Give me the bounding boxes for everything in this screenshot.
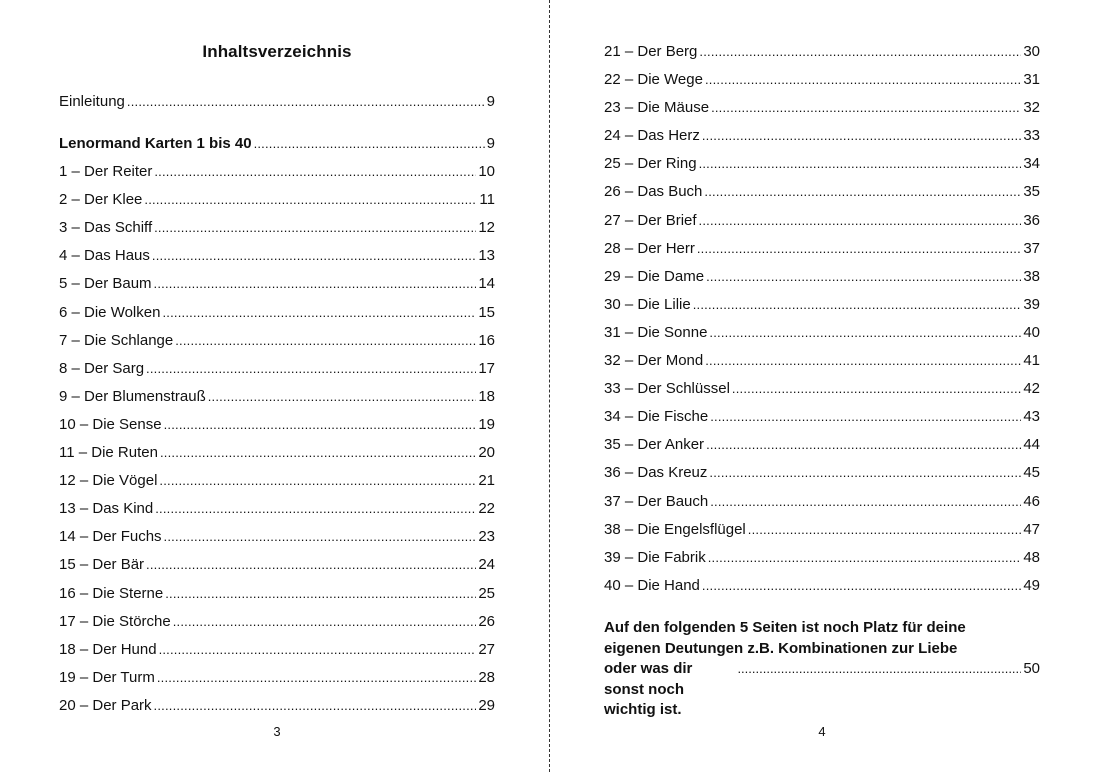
- toc-entry[interactable]: [59, 270, 495, 298]
- toc-entry-page: 46: [1023, 492, 1040, 510]
- toc-entry-page: 29: [478, 696, 495, 714]
- toc-entry[interactable]: [59, 692, 495, 720]
- toc-entry[interactable]: [604, 544, 1040, 572]
- toc-entry[interactable]: [59, 439, 495, 467]
- toc-entry-label: 20 – Der Park: [59, 696, 152, 714]
- toc-entry[interactable]: [59, 608, 495, 636]
- toc-entry-page: 12: [478, 219, 495, 237]
- page-number: 4: [818, 724, 826, 739]
- dot-leader: [709, 459, 1021, 487]
- dot-leader: [710, 403, 1021, 431]
- toc-entry-page: 18: [478, 387, 495, 405]
- dot-leader: [159, 467, 476, 495]
- right-page: [604, 0, 1040, 772]
- toc-entry[interactable]: [604, 572, 1040, 600]
- toc-entry[interactable]: [604, 516, 1040, 544]
- toc-entry-page: 16: [478, 331, 495, 349]
- toc-entry-label: 19 – Der Turm: [59, 668, 155, 686]
- toc-entry-label: 3 – Das Schiff: [59, 219, 153, 237]
- toc-entry-label: Lenormand Karten 1 bis 40: [59, 135, 252, 152]
- toc-entry-label: 28 – Der Herr: [604, 239, 695, 257]
- toc-entry[interactable]: [59, 327, 495, 355]
- toc-entry-label: 15 – Der Bär: [59, 556, 145, 574]
- dot-leader: [146, 355, 476, 383]
- toc-entry-label: 4 – Das Haus: [59, 247, 150, 265]
- notes-line: eigenen Deutungen z.B. Kombinationen zur Liebe: [604, 639, 958, 657]
- toc-entry-label: 16 – Die Sterne: [59, 584, 164, 602]
- toc-entry[interactable]: [59, 636, 495, 664]
- dot-leader: [699, 207, 1022, 235]
- toc-entry[interactable]: [59, 523, 495, 551]
- dot-leader: [155, 495, 476, 523]
- toc-entry-page: 9: [486, 93, 495, 110]
- toc-entry[interactable]: [59, 158, 495, 186]
- toc-entry-label: 39 – Die Fabrik: [604, 548, 706, 566]
- toc-entry-label: Einleitung: [59, 93, 125, 110]
- toc-entry-label: 18 – Der Hund: [59, 640, 157, 658]
- dot-leader: [154, 692, 477, 720]
- toc-entry-label: 36 – Das Kreuz: [604, 464, 708, 482]
- toc-entry-label: 7 – Die Schlange: [59, 331, 174, 349]
- toc-entry[interactable]: [604, 459, 1040, 487]
- toc-list-right: [604, 38, 1040, 600]
- toc-entry-label: 13 – Das Kind: [59, 500, 154, 518]
- toc-entry[interactable]: [604, 291, 1040, 319]
- toc-entry-page: 13: [478, 247, 495, 265]
- dot-leader: [175, 327, 476, 355]
- dot-leader: [702, 122, 1021, 150]
- toc-entry-label: 25 – Der Ring: [604, 155, 697, 173]
- toc-entry-page: 33: [1023, 127, 1040, 145]
- dot-leader: [160, 439, 476, 467]
- toc-entry-page: 21: [478, 472, 495, 490]
- toc-entry[interactable]: [604, 431, 1040, 459]
- toc-entry-page: 47: [1023, 520, 1040, 538]
- notes-line: oder was dir sonst noch wichtig ist.: [604, 660, 693, 718]
- dot-leader: [173, 608, 477, 636]
- toc-entry-label: 33 – Der Schlüssel: [604, 380, 730, 398]
- toc-entry[interactable]: [604, 66, 1040, 94]
- toc-entry-label: 10 – Die Sense: [59, 415, 162, 433]
- notes-entry[interactable]: [604, 618, 1040, 721]
- toc-entry[interactable]: [604, 347, 1040, 375]
- toc-entry-introduction[interactable]: [59, 88, 495, 116]
- toc-entry[interactable]: [59, 551, 495, 579]
- toc-entry-label: 9 – Der Blumenstrauß: [59, 387, 206, 405]
- dot-leader: [732, 375, 1021, 403]
- dot-leader: [127, 88, 485, 116]
- toc-list-left: [59, 130, 495, 720]
- toc-entry-page: 10: [478, 163, 495, 181]
- toc-entry-page: 24: [478, 556, 495, 574]
- dot-leader: [164, 523, 477, 551]
- toc-entry-page: 27: [478, 640, 495, 658]
- page-title: Inhaltsverzeichnis: [202, 42, 352, 61]
- toc-entry-page: 22: [478, 500, 495, 518]
- toc-entry-label: 8 – Der Sarg: [59, 359, 145, 377]
- dot-leader: [146, 551, 476, 579]
- toc-entry-label: 11 – Die Ruten: [59, 444, 158, 462]
- toc-entry[interactable]: [59, 355, 495, 383]
- toc-entry[interactable]: [604, 150, 1040, 178]
- toc-entry-label: 24 – Das Herz: [604, 127, 700, 145]
- toc-entry-page: 25: [478, 584, 495, 602]
- toc-entry-page: 48: [1023, 548, 1040, 566]
- toc-entry-label: 38 – Die Engelsflügel: [604, 520, 746, 538]
- toc-entry[interactable]: [59, 580, 495, 608]
- toc-entry[interactable]: [604, 263, 1040, 291]
- toc-entry-page: 35: [1023, 183, 1040, 201]
- dot-leader: [702, 572, 1021, 600]
- toc-entry[interactable]: [59, 664, 495, 692]
- toc-entry[interactable]: [604, 122, 1040, 150]
- toc-entry-page: 40: [1023, 323, 1040, 341]
- toc-entry-page: 36: [1023, 211, 1040, 229]
- dot-leader: [164, 411, 477, 439]
- toc-entry[interactable]: [59, 383, 495, 411]
- toc-entry[interactable]: [604, 375, 1040, 403]
- toc-entry-label: 12 – Die Vögel: [59, 472, 158, 490]
- toc-entry-label: 2 – Der Klee: [59, 191, 143, 209]
- toc-entry[interactable]: [59, 186, 495, 214]
- toc-entry-label: 22 – Die Wege: [604, 71, 703, 89]
- toc-entry-page: 11: [479, 191, 495, 209]
- toc-entry-page: 50: [1023, 660, 1040, 677]
- toc-entry-label: 29 – Die Dame: [604, 267, 705, 285]
- toc-entry-label: 1 – Der Reiter: [59, 163, 153, 181]
- dot-leader: [152, 242, 476, 270]
- toc-entry-label: 31 – Die Sonne: [604, 323, 708, 341]
- toc-entry-label: 23 – Die Mäuse: [604, 99, 710, 117]
- toc-entry[interactable]: [59, 242, 495, 270]
- dot-leader: [254, 130, 485, 158]
- toc-entry-label: 34 – Die Fische: [604, 408, 709, 426]
- toc-entry-page: 14: [478, 275, 495, 293]
- notes-line: Auf den folgenden 5 Seiten ist noch Platz für deine: [604, 619, 966, 636]
- dot-leader: [154, 214, 476, 242]
- intro-list: [59, 88, 495, 116]
- page-divider: [549, 0, 550, 772]
- dot-leader: [737, 659, 1021, 680]
- toc-entry-page: 23: [478, 528, 495, 546]
- toc-entry-page: 30: [1023, 43, 1040, 60]
- dot-leader: [705, 347, 1021, 375]
- toc-entry-page: 28: [478, 668, 495, 686]
- dot-leader: [154, 158, 476, 186]
- dot-leader: [706, 431, 1021, 459]
- dot-leader: [208, 383, 477, 411]
- dot-leader: [709, 319, 1021, 347]
- toc-entry-label: 26 – Das Buch: [604, 183, 703, 201]
- dot-leader: [697, 235, 1021, 263]
- dot-leader: [157, 664, 476, 692]
- dot-leader: [699, 38, 1021, 66]
- toc-entry-page: 44: [1023, 436, 1040, 454]
- toc-entry-page: 41: [1023, 352, 1040, 370]
- toc-entry-page: 42: [1023, 380, 1040, 398]
- dot-leader: [705, 66, 1021, 94]
- toc-entry[interactable]: [604, 94, 1040, 122]
- dot-leader: [693, 291, 1022, 319]
- left-page: [59, 0, 495, 772]
- toc-entry-page: 38: [1023, 267, 1040, 285]
- dot-leader: [706, 263, 1021, 291]
- toc-entry-label: 21 – Der Berg: [604, 43, 698, 60]
- dot-leader: [162, 299, 476, 327]
- toc-entry-label: 35 – Der Anker: [604, 436, 705, 454]
- dot-leader: [711, 94, 1021, 122]
- toc-entry-label: 37 – Der Bauch: [604, 492, 709, 510]
- toc-entry[interactable]: [59, 299, 495, 327]
- toc-entry-page: 31: [1023, 71, 1040, 89]
- toc-entry-page: 15: [478, 303, 495, 321]
- toc-entry-label: 27 – Der Brief: [604, 211, 697, 229]
- toc-entry-page: 20: [478, 444, 495, 462]
- notes-last-line: [604, 659, 1040, 721]
- toc-entry-label: 32 – Der Mond: [604, 352, 704, 370]
- toc-entry-page: 26: [478, 612, 495, 630]
- toc-entry-label: 5 – Der Baum: [59, 275, 152, 293]
- toc-entry-page: 32: [1023, 99, 1040, 117]
- toc-entry-page: 37: [1023, 239, 1040, 257]
- dot-leader: [710, 488, 1021, 516]
- toc-entry-page: 9: [486, 135, 495, 152]
- toc-entry-page: 19: [478, 415, 495, 433]
- dot-leader: [704, 178, 1021, 206]
- toc-entry-label: 40 – Die Hand: [604, 576, 700, 594]
- toc-entry[interactable]: [604, 207, 1040, 235]
- toc-entry[interactable]: [604, 319, 1040, 347]
- toc-entry-page: 45: [1023, 464, 1040, 482]
- toc-entry[interactable]: [59, 467, 495, 495]
- toc-entry[interactable]: [59, 214, 495, 242]
- page-number: 3: [273, 724, 281, 739]
- toc-entry-label: 14 – Der Fuchs: [59, 528, 162, 546]
- dot-leader: [708, 544, 1022, 572]
- dot-leader: [165, 580, 476, 608]
- toc-entry-page: 43: [1023, 408, 1040, 426]
- toc-entry[interactable]: [604, 235, 1040, 263]
- dot-leader: [144, 186, 477, 214]
- toc-entry[interactable]: [604, 403, 1040, 431]
- toc-entry-page: 17: [478, 359, 495, 377]
- toc-section-heading[interactable]: [59, 130, 495, 158]
- toc-entry-page: 34: [1023, 155, 1040, 173]
- toc-entry[interactable]: [604, 178, 1040, 206]
- toc-entry-page: 39: [1023, 295, 1040, 313]
- toc-entry[interactable]: [604, 38, 1040, 66]
- dot-leader: [159, 636, 477, 664]
- dot-leader: [154, 270, 477, 298]
- toc-entry[interactable]: [604, 488, 1040, 516]
- toc-entry-label: 30 – Die Lilie: [604, 295, 691, 313]
- toc-entry[interactable]: [59, 495, 495, 523]
- dot-leader: [748, 516, 1022, 544]
- dot-leader: [699, 150, 1022, 178]
- toc-entry[interactable]: [59, 411, 495, 439]
- toc-entry-label: 17 – Die Störche: [59, 612, 171, 630]
- toc-entry-page: 49: [1023, 576, 1040, 594]
- toc-entry-label: 6 – Die Wolken: [59, 303, 161, 321]
